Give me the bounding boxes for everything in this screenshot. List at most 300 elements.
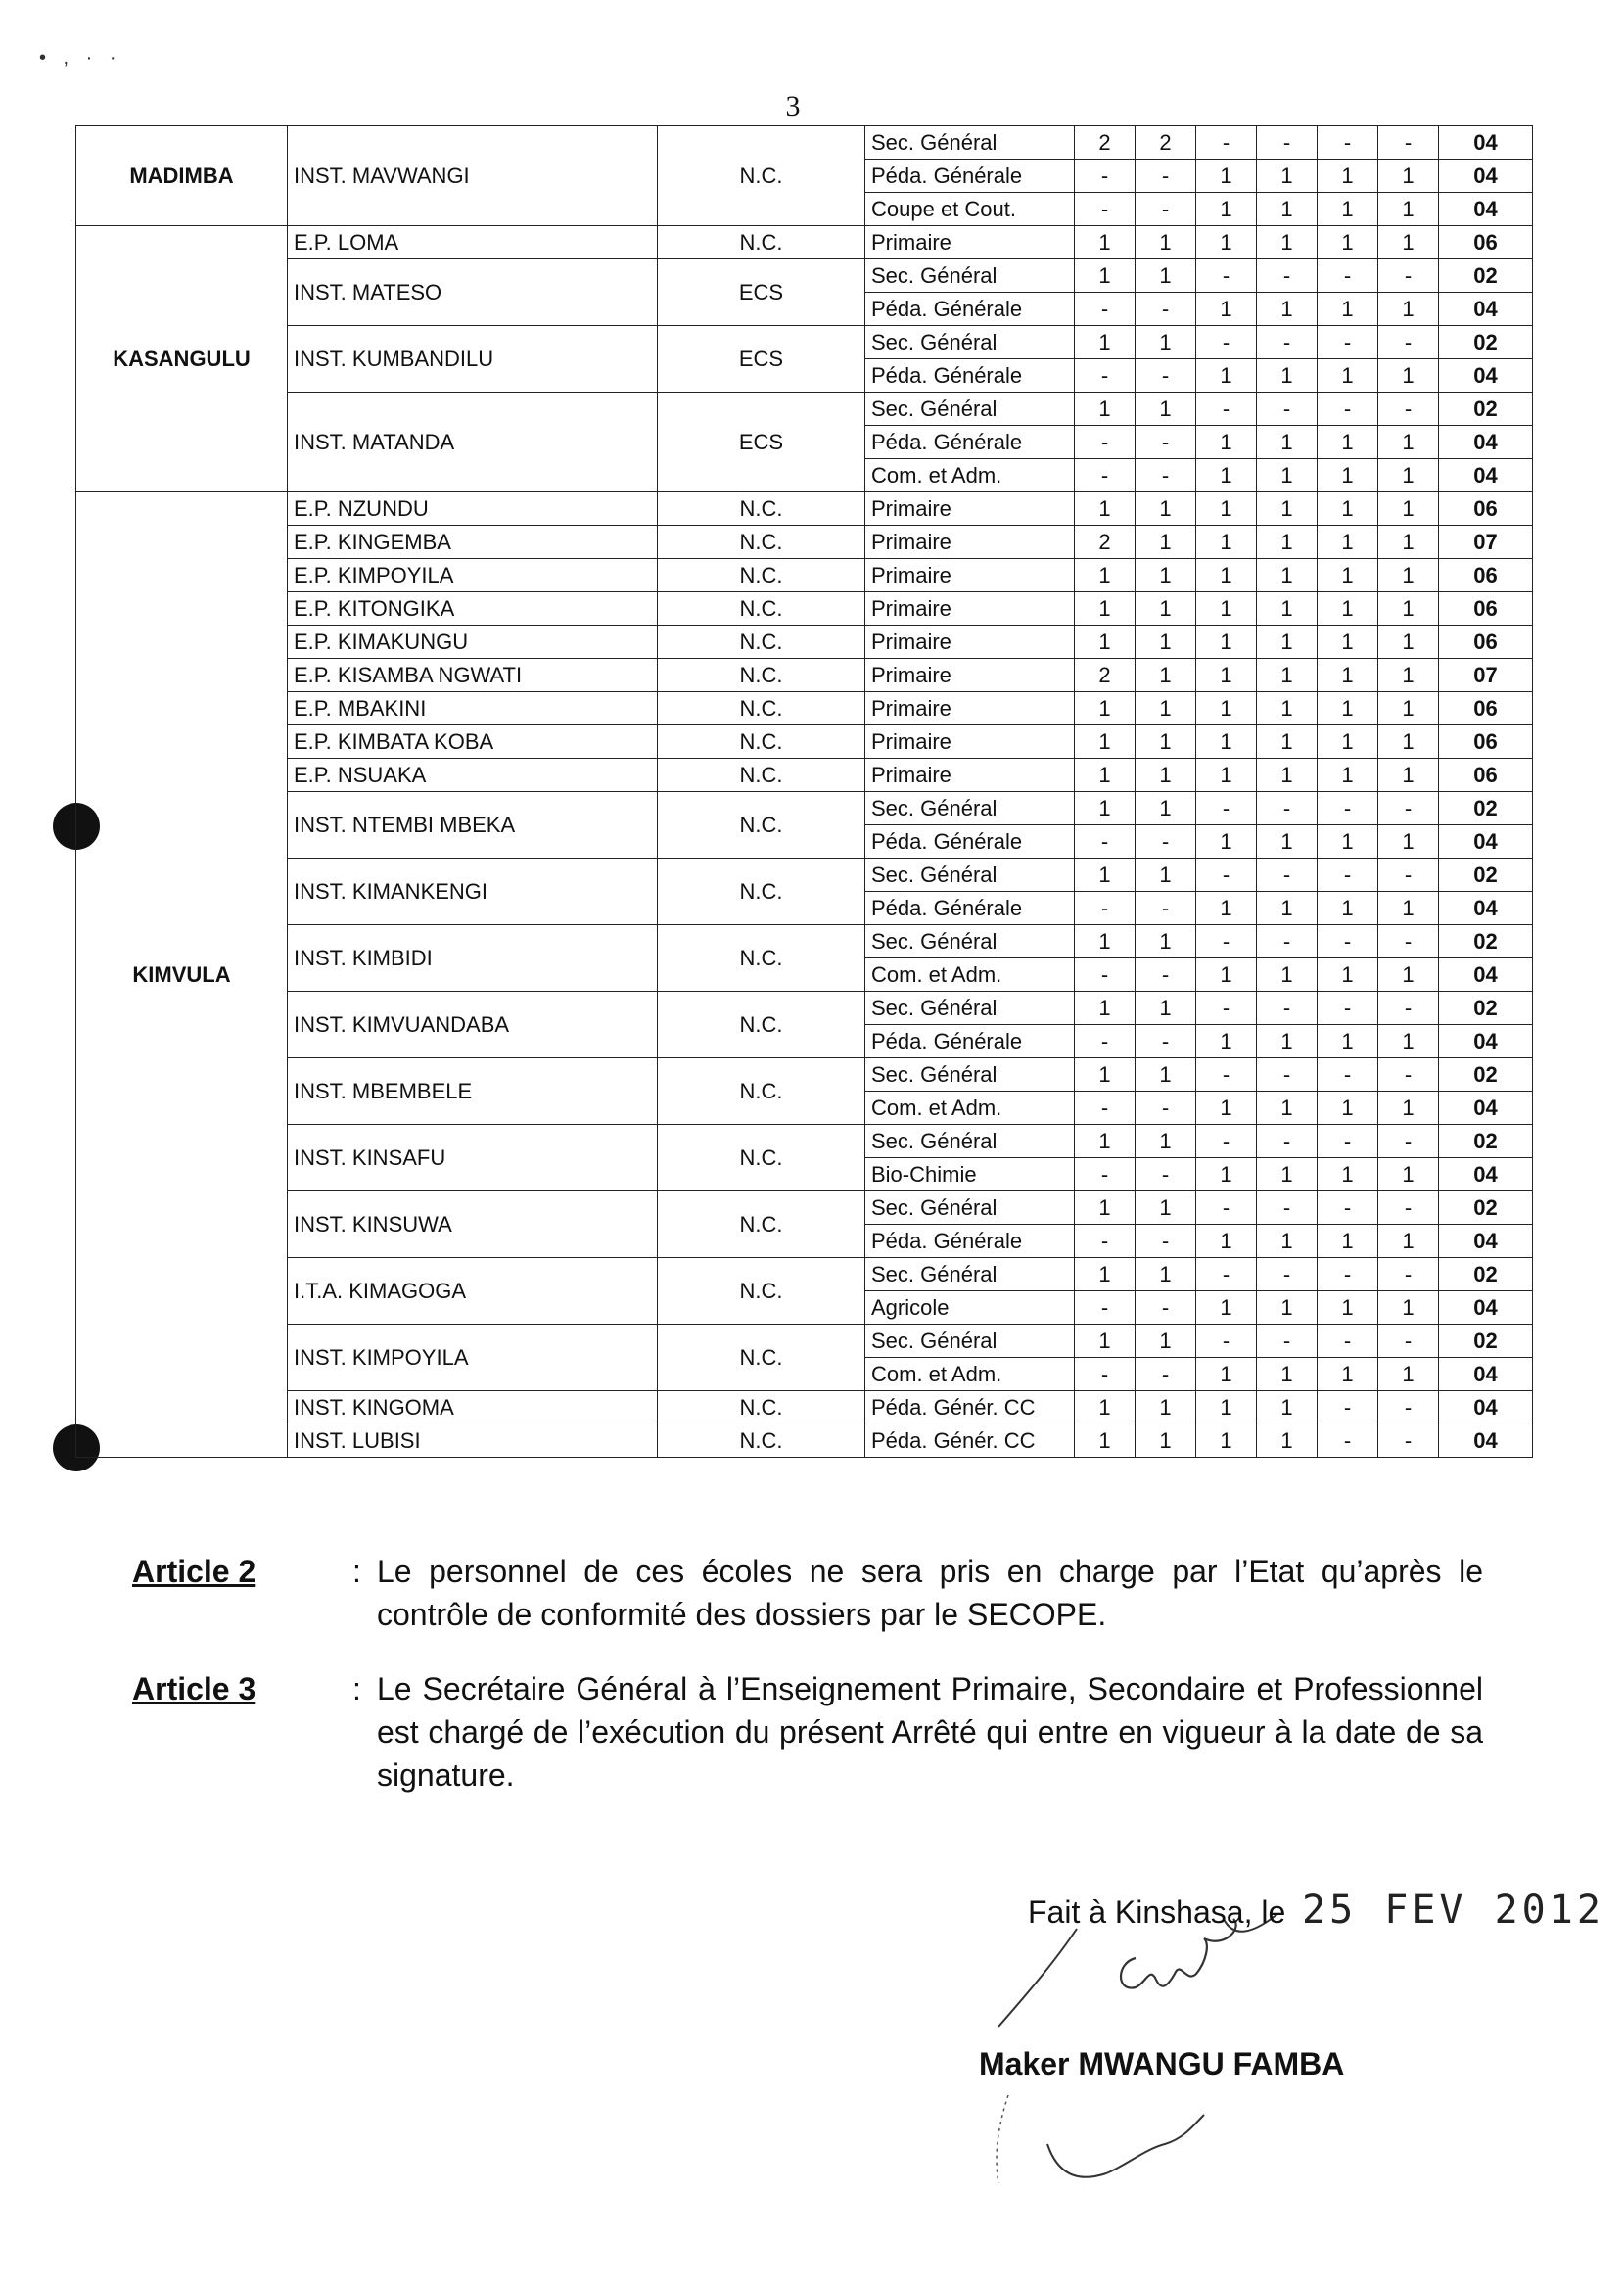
table-row [76,925,1533,958]
option-cell: Agricole [865,1291,1075,1325]
status-cell: N.C. [658,126,865,226]
class-count-cell: - [1318,925,1378,958]
class-count-cell: - [1318,259,1378,293]
class-count-cell: 1 [1257,459,1318,492]
class-count-cell: 1 [1075,1191,1136,1225]
option-cell: Primaire [865,226,1075,259]
class-count-cell: 1 [1136,592,1196,626]
table-row [76,559,1533,592]
class-count-cell: 1 [1075,792,1136,825]
class-count-cell: - [1136,1025,1196,1058]
class-count-cell: 1 [1318,559,1378,592]
total-cell: 06 [1439,692,1533,725]
class-count-cell: 1 [1136,1424,1196,1458]
class-count-cell: - [1318,1258,1378,1291]
option-cell: Sec. Général [865,1125,1075,1158]
class-count-cell: - [1257,259,1318,293]
class-count-cell: 1 [1378,659,1439,692]
class-count-cell: - [1257,1058,1318,1092]
total-cell: 02 [1439,393,1533,426]
class-count-cell: 1 [1136,692,1196,725]
class-count-cell: 1 [1257,226,1318,259]
option-cell: Sec. Général [865,1058,1075,1092]
option-cell: Péda. Génér. CC [865,1424,1075,1458]
status-cell: N.C. [658,592,865,626]
class-count-cell: 1 [1378,1158,1439,1191]
total-cell: 02 [1439,992,1533,1025]
option-cell: Com. et Adm. [865,1092,1075,1125]
option-cell: Primaire [865,759,1075,792]
class-count-cell: 1 [1257,659,1318,692]
class-count-cell: 1 [1257,359,1318,393]
class-count-cell: 1 [1378,160,1439,193]
class-count-cell: - [1136,359,1196,393]
class-count-cell: - [1075,1025,1136,1058]
option-cell: Péda. Générale [865,426,1075,459]
class-count-cell: 1 [1257,1291,1318,1325]
total-cell: 02 [1439,859,1533,892]
class-count-cell: 1 [1257,892,1318,925]
class-count-cell: 1 [1257,1424,1318,1458]
total-cell: 04 [1439,1424,1533,1458]
option-cell: Sec. Général [865,393,1075,426]
total-cell: 02 [1439,925,1533,958]
schools-table-body [76,126,1533,1458]
class-count-cell: 1 [1196,1424,1257,1458]
total-cell: 02 [1439,326,1533,359]
option-cell: Péda. Générale [865,160,1075,193]
class-count-cell: - [1075,293,1136,326]
class-count-cell: - [1075,825,1136,859]
class-count-cell: 1 [1136,759,1196,792]
table-row [76,226,1533,259]
class-count-cell: - [1136,293,1196,326]
option-cell: Sec. Général [865,992,1075,1025]
class-count-cell: - [1378,925,1439,958]
class-count-cell: 1 [1257,426,1318,459]
total-cell: 04 [1439,1291,1533,1325]
class-count-cell: 1 [1257,160,1318,193]
option-cell: Sec. Général [865,126,1075,160]
class-count-cell: 2 [1075,659,1136,692]
class-count-cell: 1 [1196,492,1257,526]
table-row [76,1191,1533,1225]
class-count-cell: - [1196,1258,1257,1291]
class-count-cell: - [1196,393,1257,426]
class-count-cell: - [1257,1258,1318,1291]
class-count-cell: 1 [1318,1358,1378,1391]
total-cell: 04 [1439,1225,1533,1258]
class-count-cell: - [1257,393,1318,426]
class-count-cell: 1 [1257,725,1318,759]
class-count-cell: 1 [1075,725,1136,759]
total-cell: 04 [1439,1025,1533,1058]
option-cell: Sec. Général [865,1325,1075,1358]
table-row [76,692,1533,725]
class-count-cell: 2 [1075,126,1136,160]
option-cell: Sec. Général [865,326,1075,359]
total-cell: 04 [1439,1158,1533,1191]
school-name-cell: INST. KIMANKENGI [288,859,658,925]
class-count-cell: 1 [1136,859,1196,892]
class-count-cell: - [1378,992,1439,1025]
class-count-cell: 1 [1196,958,1257,992]
class-count-cell: 1 [1196,1358,1257,1391]
option-cell: Péda. Générale [865,892,1075,925]
class-count-cell: 1 [1318,426,1378,459]
status-cell: N.C. [658,1424,865,1458]
class-count-cell: - [1318,1125,1378,1158]
option-cell: Sec. Général [865,1258,1075,1291]
class-count-cell: 1 [1136,626,1196,659]
total-cell: 02 [1439,1258,1533,1291]
total-cell: 06 [1439,226,1533,259]
status-cell: N.C. [658,1325,865,1391]
class-count-cell: 1 [1196,559,1257,592]
class-count-cell: - [1257,792,1318,825]
class-count-cell: 1 [1075,1125,1136,1158]
class-count-cell: 1 [1196,825,1257,859]
school-name-cell: INST. MBEMBELE [288,1058,658,1125]
class-count-cell: 1 [1378,293,1439,326]
class-count-cell: - [1075,359,1136,393]
status-cell: ECS [658,326,865,393]
signature-place: Fait à Kinshasa, le [1028,1894,1286,1930]
article-label: Article 2 [132,1554,256,1589]
class-count-cell: - [1136,958,1196,992]
class-count-cell: 1 [1075,1258,1136,1291]
status-cell: N.C. [658,1258,865,1325]
class-count-cell: 1 [1257,1158,1318,1191]
class-count-cell: - [1075,1092,1136,1125]
class-count-cell: - [1075,1225,1136,1258]
class-count-cell: - [1136,1092,1196,1125]
total-cell: 06 [1439,559,1533,592]
option-cell: Péda. Générale [865,1225,1075,1258]
class-count-cell: 1 [1257,1092,1318,1125]
class-count-cell: 1 [1318,725,1378,759]
total-cell: 04 [1439,126,1533,160]
table-row [76,126,1533,160]
class-count-cell: 1 [1075,992,1136,1025]
class-count-cell: 1 [1378,226,1439,259]
school-name-cell: INST. MATANDA [288,393,658,492]
class-count-cell: 1 [1257,592,1318,626]
class-count-cell: 1 [1136,1325,1196,1358]
class-count-cell: 1 [1136,559,1196,592]
class-count-cell: 1 [1257,958,1318,992]
page-number: 3 [785,90,801,122]
class-count-cell: 1 [1196,193,1257,226]
class-count-cell: - [1075,958,1136,992]
class-count-cell: 1 [1196,160,1257,193]
total-cell: 04 [1439,958,1533,992]
class-count-cell: 1 [1196,1158,1257,1191]
class-count-cell: 1 [1257,492,1318,526]
class-count-cell: 1 [1196,1025,1257,1058]
article-label: Article 3 [132,1671,256,1706]
class-count-cell: 1 [1136,1191,1196,1225]
signer-name: Maker MWANGU FAMBA [979,2046,1345,2081]
class-count-cell: - [1257,326,1318,359]
status-cell: N.C. [658,759,865,792]
class-count-cell: - [1196,1325,1257,1358]
total-cell: 04 [1439,1391,1533,1424]
total-cell: 04 [1439,1358,1533,1391]
class-count-cell: 1 [1378,359,1439,393]
class-count-cell: 1 [1196,293,1257,326]
class-count-cell: 1 [1075,226,1136,259]
class-count-cell: 1 [1075,393,1136,426]
class-count-cell: - [1075,892,1136,925]
class-count-cell: 1 [1196,659,1257,692]
option-cell: Primaire [865,592,1075,626]
option-cell: Péda. Générale [865,1025,1075,1058]
location-cell: MADIMBA [76,126,288,226]
class-count-cell: 1 [1196,692,1257,725]
class-count-cell: - [1136,892,1196,925]
table-row [76,1058,1533,1092]
table-row [76,1424,1533,1458]
class-count-cell: 1 [1378,1358,1439,1391]
class-count-cell: 1 [1196,1291,1257,1325]
school-name-cell: E.P. KIMAKUNGU [288,626,658,659]
class-count-cell: - [1136,193,1196,226]
status-cell: N.C. [658,1191,865,1258]
total-cell: 02 [1439,259,1533,293]
class-count-cell: 1 [1318,759,1378,792]
option-cell: Péda. Générale [865,825,1075,859]
option-cell: Sec. Général [865,792,1075,825]
status-cell: ECS [658,259,865,326]
class-count-cell: 1 [1378,892,1439,925]
option-cell: Com. et Adm. [865,1358,1075,1391]
class-count-cell: - [1378,393,1439,426]
class-count-cell: - [1378,1258,1439,1291]
class-count-cell: 2 [1075,526,1136,559]
school-name-cell: INST. KIMPOYILA [288,1325,658,1391]
location-cell: KASANGULU [76,226,288,492]
class-count-cell: - [1318,1391,1378,1424]
class-count-cell: 1 [1075,759,1136,792]
class-count-cell: 1 [1136,725,1196,759]
class-count-cell: - [1075,193,1136,226]
class-count-cell: 1 [1378,626,1439,659]
school-name-cell: E.P. KINGEMBA [288,526,658,559]
school-name-cell: INST. KIMBIDI [288,925,658,992]
class-count-cell: - [1075,1158,1136,1191]
class-count-cell: 1 [1318,1092,1378,1125]
table-row [76,393,1533,426]
status-cell: N.C. [658,659,865,692]
school-name-cell: E.P. KIMPOYILA [288,559,658,592]
status-cell: N.C. [658,226,865,259]
location-cell: KIMVULA [76,492,288,1458]
class-count-cell: 1 [1257,293,1318,326]
class-count-cell: 1 [1378,492,1439,526]
class-count-cell: 1 [1318,193,1378,226]
class-count-cell: - [1196,326,1257,359]
class-count-cell: 1 [1075,559,1136,592]
class-count-cell: 1 [1196,592,1257,626]
class-count-cell: 1 [1378,559,1439,592]
class-count-cell: 1 [1318,659,1378,692]
school-name-cell: INST. MATESO [288,259,658,326]
option-cell: Sec. Général [865,259,1075,293]
option-cell: Primaire [865,659,1075,692]
class-count-cell: - [1196,1191,1257,1225]
class-count-cell: - [1318,1191,1378,1225]
table-row [76,992,1533,1025]
option-cell: Péda. Générale [865,359,1075,393]
class-count-cell: 1 [1196,759,1257,792]
class-count-cell: 1 [1257,526,1318,559]
class-count-cell: 1 [1136,792,1196,825]
class-count-cell: - [1318,1058,1378,1092]
status-cell: ECS [658,393,865,492]
total-cell: 04 [1439,359,1533,393]
class-count-cell: 1 [1257,559,1318,592]
table-row [76,326,1533,359]
total-cell: 06 [1439,592,1533,626]
class-count-cell: - [1257,1191,1318,1225]
class-count-cell: - [1075,160,1136,193]
class-count-cell: - [1257,925,1318,958]
total-cell: 07 [1439,659,1533,692]
class-count-cell: - [1318,326,1378,359]
status-cell: N.C. [658,626,865,659]
class-count-cell: - [1075,426,1136,459]
total-cell: 04 [1439,459,1533,492]
option-cell: Primaire [865,725,1075,759]
class-count-cell: 1 [1318,692,1378,725]
total-cell: 02 [1439,1191,1533,1225]
class-count-cell: 1 [1196,359,1257,393]
class-count-cell: 1 [1378,526,1439,559]
class-count-cell: 1 [1075,692,1136,725]
class-count-cell: 1 [1318,1158,1378,1191]
school-name-cell: E.P. MBAKINI [288,692,658,725]
class-count-cell: - [1257,992,1318,1025]
class-count-cell: - [1257,1325,1318,1358]
table-row [76,792,1533,825]
class-count-cell: 1 [1136,992,1196,1025]
total-cell: 04 [1439,426,1533,459]
total-cell: 04 [1439,1092,1533,1125]
total-cell: 02 [1439,1125,1533,1158]
class-count-cell: 1 [1196,892,1257,925]
option-cell: Péda. Générale [865,293,1075,326]
class-count-cell: - [1136,1158,1196,1191]
class-count-cell: 1 [1196,526,1257,559]
class-count-cell: - [1075,1291,1136,1325]
class-count-cell: 1 [1136,1058,1196,1092]
class-count-cell: - [1378,1325,1439,1358]
class-count-cell: 1 [1378,193,1439,226]
class-count-cell: 1 [1136,226,1196,259]
class-count-cell: - [1196,126,1257,160]
class-count-cell: 1 [1318,293,1378,326]
option-cell: Péda. Génér. CC [865,1391,1075,1424]
class-count-cell: - [1318,393,1378,426]
school-name-cell: I.T.A. KIMAGOGA [288,1258,658,1325]
class-count-cell: - [1378,259,1439,293]
class-count-cell: 1 [1196,1225,1257,1258]
status-cell: N.C. [658,992,865,1058]
article-colon: : [352,1671,361,1706]
class-count-cell: - [1318,859,1378,892]
class-count-cell: - [1196,1125,1257,1158]
class-count-cell: 1 [1075,1391,1136,1424]
class-count-cell: 1 [1318,958,1378,992]
class-count-cell: 1 [1075,1424,1136,1458]
class-count-cell: 1 [1196,1092,1257,1125]
class-count-cell: 1 [1136,1391,1196,1424]
class-count-cell: 1 [1075,925,1136,958]
class-count-cell: 1 [1318,892,1378,925]
class-count-cell: 1 [1075,859,1136,892]
class-count-cell: - [1318,1424,1378,1458]
class-count-cell: - [1196,859,1257,892]
class-count-cell: - [1378,1424,1439,1458]
class-count-cell: - [1257,1125,1318,1158]
option-cell: Primaire [865,492,1075,526]
class-count-cell: - [1378,326,1439,359]
class-count-cell: 1 [1136,1125,1196,1158]
total-cell: 06 [1439,626,1533,659]
class-count-cell: - [1136,1225,1196,1258]
class-count-cell: 1 [1378,1225,1439,1258]
class-count-cell: - [1196,992,1257,1025]
status-cell: N.C. [658,526,865,559]
option-cell: Primaire [865,692,1075,725]
option-cell: Primaire [865,526,1075,559]
class-count-cell: 1 [1318,592,1378,626]
class-count-cell: 1 [1196,1391,1257,1424]
class-count-cell: 1 [1136,925,1196,958]
class-count-cell: 1 [1318,492,1378,526]
table-row [76,1325,1533,1358]
class-count-cell: 1 [1318,1291,1378,1325]
school-name-cell: E.P. KIMBATA KOBA [288,725,658,759]
class-count-cell: 1 [1257,1391,1318,1424]
class-count-cell: 1 [1378,825,1439,859]
class-count-cell: 1 [1378,426,1439,459]
class-count-cell: - [1378,1191,1439,1225]
total-cell: 02 [1439,792,1533,825]
class-count-cell: 1 [1196,626,1257,659]
status-cell: N.C. [658,1391,865,1424]
table-row [76,759,1533,792]
class-count-cell: - [1196,259,1257,293]
class-count-cell: 1 [1378,1025,1439,1058]
corner-mark: • , · · [39,47,122,69]
article-3 [132,1667,1483,1797]
table-row [76,1125,1533,1158]
class-count-cell: - [1257,859,1318,892]
total-cell: 04 [1439,825,1533,859]
table-row [76,725,1533,759]
class-count-cell: - [1378,792,1439,825]
class-count-cell: - [1318,792,1378,825]
total-cell: 04 [1439,293,1533,326]
status-cell: N.C. [658,1125,865,1191]
class-count-cell: - [1075,459,1136,492]
total-cell: 07 [1439,526,1533,559]
class-count-cell: - [1196,1058,1257,1092]
class-count-cell: 1 [1318,160,1378,193]
article-2 [132,1550,1483,1636]
